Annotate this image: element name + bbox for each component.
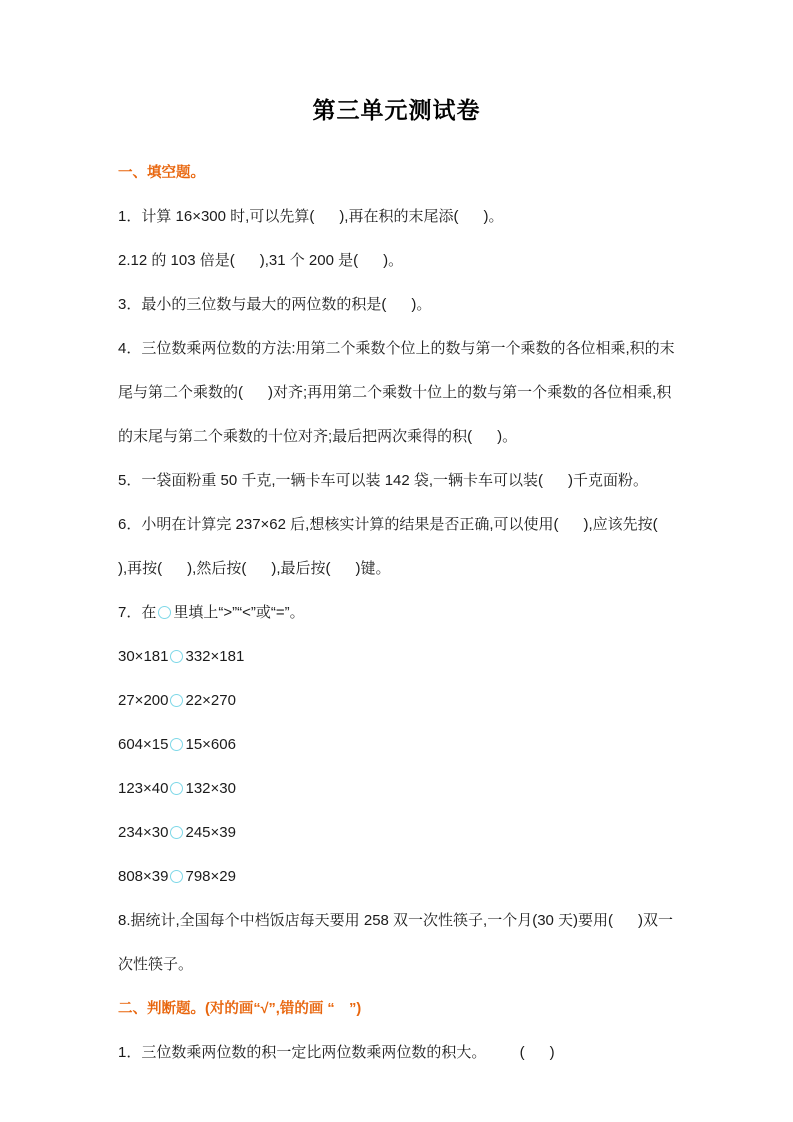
comparison-left: 27×200 bbox=[118, 692, 169, 709]
fill-question-2: 2.12 的 103 倍是( ),31 个 200 是( )。 bbox=[118, 252, 404, 269]
comparison-right: 22×270 bbox=[185, 692, 236, 709]
comparison-circle-icon bbox=[170, 870, 183, 883]
comparison-circle-icon bbox=[170, 782, 183, 795]
fill-question-1: 1．计算 16×300 时,可以先算( ),再在积的末尾添( )。 bbox=[118, 208, 504, 225]
comparison-right: 332×181 bbox=[185, 648, 245, 665]
comparison-circle-icon bbox=[170, 694, 183, 707]
comparison-row bbox=[118, 811, 675, 855]
fill-question-5: 5．一袋面粉重 50 千克,一辆卡车可以装 142 袋,一辆卡车可以装( )千克面粉。 bbox=[118, 472, 649, 489]
comparison-row bbox=[118, 635, 675, 679]
comparison-row bbox=[118, 855, 675, 899]
comparison-left: 234×30 bbox=[118, 824, 169, 841]
comparison-row bbox=[118, 679, 675, 723]
fill-question-6: 6．小明在计算完 237×62 后,想核实计算的结果是否正确,可以使用( ),应该先按( ),再按( ),然后按( ),最后按( )键。 bbox=[118, 516, 683, 577]
fill-question-7-suffix: 里填上“>”“<”或“=”。 bbox=[173, 604, 305, 621]
comparison-left: 123×40 bbox=[118, 780, 169, 797]
comparison-left: 808×39 bbox=[118, 868, 169, 885]
comparison-left: 30×181 bbox=[118, 648, 169, 665]
fill-question-8: 8.据统计,全国每个中档饭店每天要用 258 双一次性筷子,一个月(30 天)要用( )双一次性筷子。 bbox=[118, 912, 674, 973]
section-fill-heading: 一、填空题。 bbox=[118, 165, 205, 181]
fill-question-7-prefix: 7．在 bbox=[118, 604, 157, 621]
comparison-right: 132×30 bbox=[185, 780, 236, 797]
comparison-circle-icon bbox=[170, 738, 183, 751]
comparison-right: 798×29 bbox=[185, 868, 236, 885]
comparison-row bbox=[118, 767, 675, 811]
comparison-right: 15×606 bbox=[185, 736, 236, 753]
fill-question-7 bbox=[118, 591, 675, 635]
judge-question-1: 1．三位数乘两位数的积一定比两位数乘两位数的积大。 ( ) bbox=[118, 1044, 555, 1061]
comparison-circle-icon bbox=[170, 650, 183, 663]
comparison-left: 604×15 bbox=[118, 736, 169, 753]
fill-question-4: 4．三位数乘两位数的方法:用第二个乘数个位上的数与第一个乘数的各位相乘,积的末尾与第二个乘数的( )对齐;再用第二个乘数十位上的数与第一个乘数的各位相乘,积的末尾与第二个乘数的十位对齐;最后把两次乘得的积( )。 bbox=[118, 340, 675, 445]
page-title: 第三单元测试卷 bbox=[312, 97, 481, 123]
comparison-row bbox=[118, 723, 675, 767]
section-judge-heading: 二、判断题。(对的画“√”,错的画 “ ”) bbox=[118, 1001, 362, 1017]
fill-question-3: 3．最小的三位数与最大的两位数的积是( )。 bbox=[118, 296, 432, 313]
comparison-right: 245×39 bbox=[185, 824, 236, 841]
circle-icon bbox=[158, 606, 171, 619]
comparison-circle-icon bbox=[170, 826, 183, 839]
